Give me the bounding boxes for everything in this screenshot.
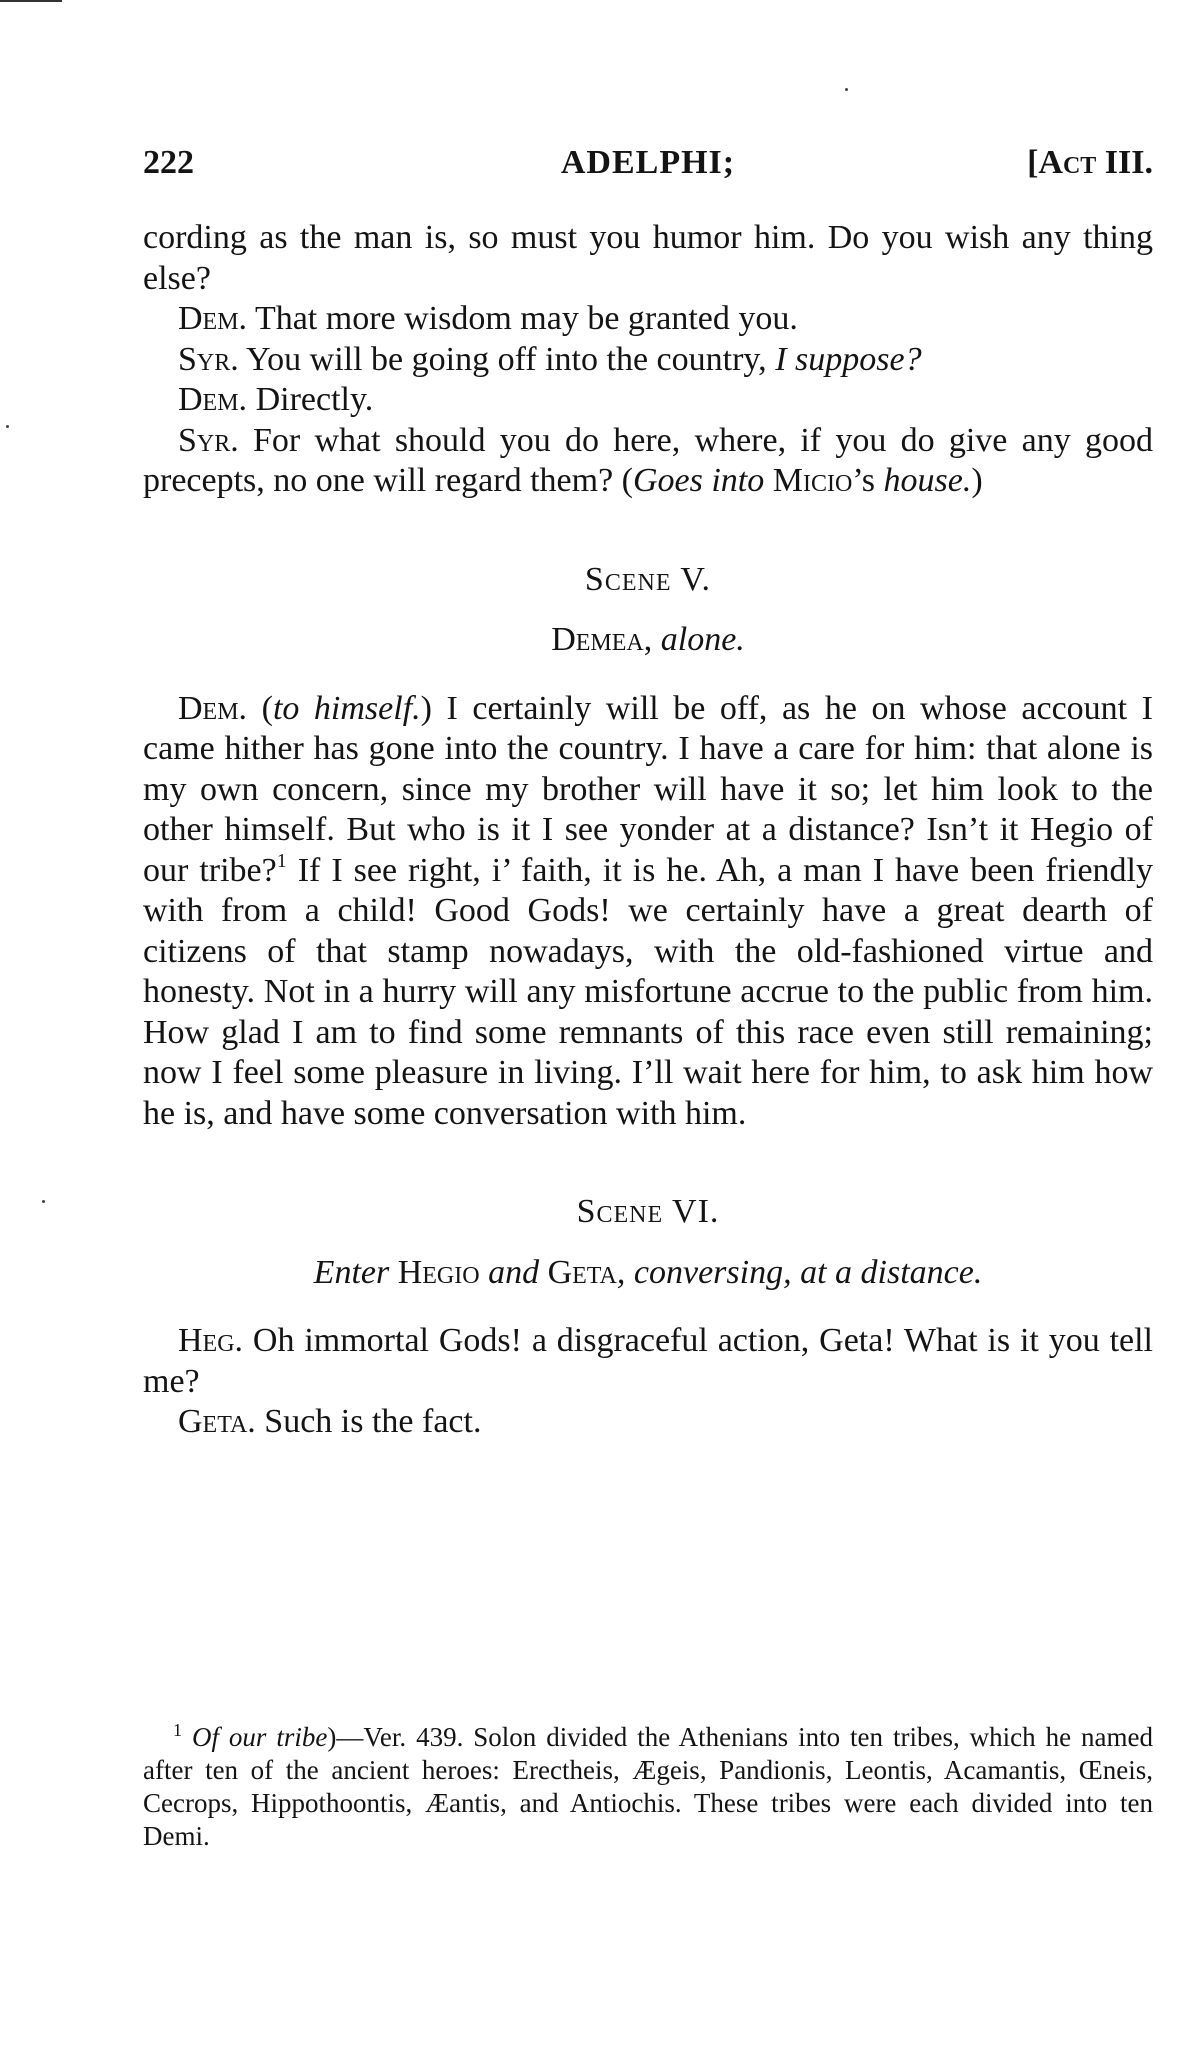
- footnote: $^1$ Of our tribe)—Ver. 439. Solon divided the Athenians into ten tribes, which he named after ten of the ancient heroes: Erectheis, Ægeis, Pandionis, Leontis, Acamantis, Œneis, Cecrops, Hippothoontis, Æantis, and Antiochis. These tribes were each divided into ten Demi.: [143, 1720, 1154, 1851]
- speaker-label: Dem.: [178, 381, 248, 418]
- running-title: ADELPHI;: [560, 144, 736, 181]
- speech-syrus-1: Syr. You will be going off into the country, I suppose?: [178, 340, 922, 378]
- speaker-label: Dem.: [178, 300, 248, 337]
- speech-geta-1: Geta. Such is the fact.: [178, 1403, 482, 1440]
- speaker-label: Geta.: [178, 1403, 256, 1440]
- speaker-label: Syr.: [178, 421, 239, 459]
- speaker-label: Syr.: [178, 340, 239, 378]
- act-label: [Act III.: [1027, 144, 1153, 181]
- scene-heading-6: Scene VI.: [576, 1193, 720, 1230]
- footnote-reference: 1: [276, 849, 287, 872]
- footnote-mark: 1: [173, 1720, 182, 1740]
- speech-syrus-2: Syr. For what should you do here, where, if you do give any good precepts, no one will regard them? (Goes into Micio’s house.): [143, 421, 1153, 499]
- scene-heading-5: Scene V.: [584, 560, 712, 598]
- page-number: 222: [143, 144, 194, 181]
- continuation-paragraph: cording as the man is, so must you humor him. Do you wish any thing else?: [143, 219, 1153, 297]
- scan-speck: [42, 1200, 45, 1203]
- speaker-label: Dem.: [178, 689, 248, 727]
- scan-speck: [6, 425, 9, 428]
- scan-edge-mark: [0, 0, 62, 2]
- scene-6-characters: Enter Hegio and Geta, conversing, at a distance.: [313, 1253, 983, 1291]
- speaker-label: Heg.: [178, 1322, 244, 1359]
- main-text: [143, 218, 1153, 1443]
- speech-demea-1: Dem. That more wisdom may be granted you.: [178, 300, 798, 337]
- speech-demea-2: Dem. Directly.: [178, 381, 374, 418]
- scene-5-characters: Demea, alone.: [551, 621, 745, 658]
- scan-speck: [845, 88, 848, 91]
- running-header: [143, 138, 1153, 188]
- speech-hegio-1: Heg. Oh immortal Gods! a disgraceful action, Geta! What is it you tell me?: [143, 1322, 1153, 1400]
- speech-demea-3: Dem. (to himself.) I certainly will be off, as he on whose account I came hither has gone into the country. I have a care for him: that alone is my own concern, since my brother will have it so; let him look to the other himself. But who is it I see yonder at a distance? Isn’t it Hegio of our tribe?$^1$ If I see right, i’ faith, it is he. Ah, a man I have been friendly with from a child! Good Gods! we certainly have a great dearth of citizens of that stamp nowadays, with the old-fashioned virtue and honesty. Not in a hurry will any misfortune accrue to the public from him. How glad I am to find some remnants of this race even still remaining; now I feel some pleasure in living. I’ll wait here for him, to ask him how he is, and have some conversation with him.: [143, 689, 1153, 1132]
